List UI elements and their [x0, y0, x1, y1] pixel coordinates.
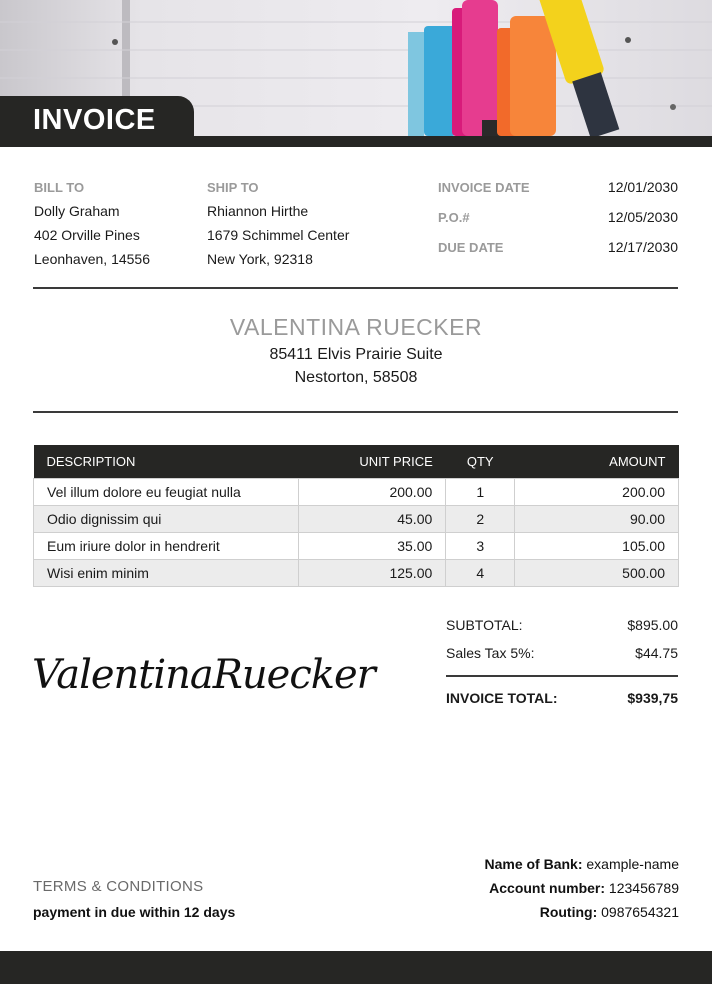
bank-name: [484, 856, 679, 872]
invoice-total-label: INVOICE TOTAL:: [446, 690, 558, 706]
row-amount: 105.00: [515, 532, 679, 559]
bank-name-label: Name of Bank:: [484, 856, 583, 872]
row-unit-price: 200.00: [298, 478, 446, 505]
footer-bar: [0, 951, 712, 984]
row-amount: 90.00: [515, 505, 679, 532]
header-amount: AMOUNT: [515, 445, 679, 478]
row-qty: 2: [446, 505, 515, 532]
row-description: Odio dignissim qui: [34, 505, 299, 532]
subtotal-value: $895.00: [627, 617, 678, 633]
bank-routing-label: Routing:: [539, 904, 598, 920]
terms-text: payment in due within 12 days: [33, 904, 236, 920]
invoice-title: INVOICE: [33, 104, 156, 136]
row-description: Eum iriure dolor in hendrerit: [34, 532, 299, 559]
bill-to-street: 402 Orville Pines: [34, 227, 140, 243]
ship-to-name: Rhiannon Hirthe: [207, 203, 309, 219]
table-row: [34, 532, 679, 559]
divider-middle: [33, 411, 678, 413]
due-date-value: 12/17/2030: [607, 239, 678, 255]
row-qty: 1: [446, 478, 515, 505]
totals-divider: [446, 675, 678, 677]
header-unit-price: UNIT PRICE: [298, 445, 446, 478]
bank-routing: [540, 904, 679, 920]
signature: ValentinaRuecker: [32, 652, 375, 698]
invoice-date-label: INVOICE DATE: [438, 180, 530, 195]
ship-to-city: New York, 92318: [207, 251, 313, 267]
row-unit-price: 35.00: [298, 532, 446, 559]
company-street: 85411 Elvis Prairie Suite: [269, 346, 443, 363]
tax-value: $44.75: [635, 645, 678, 661]
company-name: VALENTINA RUECKER: [229, 314, 483, 340]
row-unit-price: 125.00: [298, 559, 446, 586]
ship-to-street: 1679 Schimmel Center: [207, 227, 350, 243]
invoice-total-value: $939,75: [627, 690, 678, 706]
row-description: Vel illum dolore eu feugiat nulla: [34, 478, 299, 505]
table-row: [34, 505, 679, 532]
divider-top: [33, 287, 678, 289]
bill-to-city: Leonhaven, 14556: [34, 251, 150, 267]
tax-label: Sales Tax 5%:: [446, 645, 535, 661]
bank-routing-value: 0987654321: [601, 904, 679, 920]
po-label: P.O.#: [438, 210, 470, 225]
bank-name-value: example-name: [586, 856, 679, 872]
due-date-label: DUE DATE: [438, 240, 504, 255]
row-unit-price: 45.00: [298, 505, 446, 532]
subtotal-label: SUBTOTAL:: [446, 617, 523, 633]
table-row: [34, 559, 679, 586]
row-amount: 500.00: [515, 559, 679, 586]
row-amount: 200.00: [515, 478, 679, 505]
row-qty: 4: [446, 559, 515, 586]
bill-to-label: BILL TO: [34, 180, 85, 195]
header-description: DESCRIPTION: [34, 445, 299, 478]
table-header-row: [34, 445, 679, 478]
line-items-table: [33, 445, 679, 587]
po-value: 12/05/2030: [607, 209, 678, 225]
invoice-date-value: 12/01/2030: [607, 179, 678, 195]
row-qty: 3: [446, 532, 515, 559]
ship-to-label: SHIP TO: [207, 180, 259, 195]
bank-account: [489, 880, 679, 896]
header-qty: QTY: [446, 445, 515, 478]
row-description: Wisi enim minim: [34, 559, 299, 586]
table-row: [34, 478, 679, 505]
terms-title: TERMS & CONDITIONS: [33, 878, 204, 895]
bank-account-value: 123456789: [608, 880, 679, 896]
company-city: Nestorton, 58508: [294, 369, 418, 386]
bill-to-name: Dolly Graham: [34, 203, 120, 219]
bank-account-label: Account number:: [489, 880, 606, 896]
